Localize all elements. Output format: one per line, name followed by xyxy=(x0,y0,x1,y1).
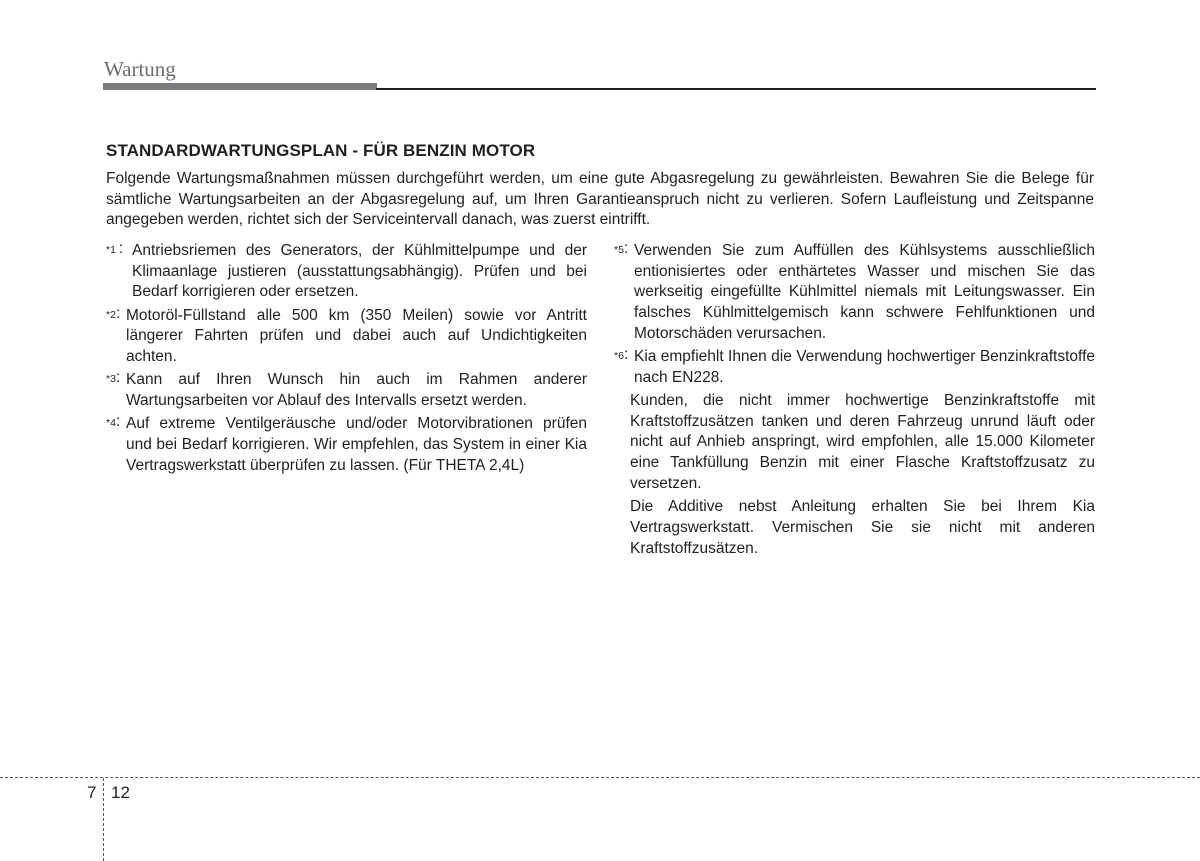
footnote-marker: *2: xyxy=(106,304,121,322)
page-heading: STANDARDWARTUNGSPLAN - FÜR BENZIN MOTOR xyxy=(106,141,536,160)
intro-paragraph: Folgende Wartungsmaßnahmen müssen durchgeführt werden, um eine gute Abgasregelung zu gewährleisten. Bewahren Sie die Belege für sämtliche Wartungsarbeiten an der Abgasregelung auf, um Ihren Garantieanspruch nicht zu verlieren. Sofern Laufleistung und Zeitspanne angegeben werden, richtet sich der Serviceintervall danach, was zuerst eintrifft. xyxy=(106,170,1094,228)
header-rule-thick xyxy=(103,83,377,90)
footer-vertical-divider xyxy=(103,778,104,861)
footnote-text: Verwenden Sie zum Auffüllen des Kühlsystems ausschließlich entionisiertes oder enthärtetes Wasser und mischen Sie das werkseitig eingefüllte Kühlmittel niemals mit Leitungswasser. Ein falsches Kühlmittelgemisch kann schwere Fehlfunktionen und Motorschäden verursachen. xyxy=(634,242,1095,342)
footnote-marker: *1 : xyxy=(106,240,124,257)
footnote-text: Antriebsriemen des Generators, der Kühlmittelpumpe und der Klimaanlage justieren (ausstattungsabhängig). Prüfen und bei Bedarf korrigieren oder ersetzen. xyxy=(132,242,587,301)
footnote-4 xyxy=(106,414,587,476)
page-number: 12 xyxy=(111,783,130,802)
footnote-text: Kann auf Ihren Wunsch hin auch im Rahmen anderer Wartungsarbeiten vor Ablauf des Intervalls ersetzt werden. xyxy=(126,371,587,409)
footnote-5 xyxy=(614,241,1095,345)
footnote-text: Motoröl-Füllstand alle 500 km (350 Meilen) sowie vor Antritt längerer Fahrten prüfen und dabei auch auf Undichtigkeiten achten. xyxy=(126,306,587,366)
footnote-6-paragraph: Die Additive nebst Anleitung erhalten Sie bei Ihrem Kia Vertragswerkstatt. Vermischen Sie sie nicht mit anderen Kraftstoffzusätzen. xyxy=(630,498,1095,557)
footer-divider xyxy=(0,777,1200,778)
footnote-marker: *3: xyxy=(106,369,121,387)
footnote-2 xyxy=(106,306,587,368)
left-column xyxy=(106,241,587,479)
footnote-6-paragraph: Kunden, die nicht immer hochwertige Benzinkraftstoffe mit Kraftstoffzusätzen tanken und deren Fahrzeug unrund läuft oder nicht auf Anhieb anspringt, wird empfohlen, alle 15.000 Kilometer eine Tankfüllung Benzin mit einer Flasche Kraftstoffzusatz zu versetzen. xyxy=(630,391,1095,492)
footnote-text: Kia empfiehlt Ihnen die Verwendung hochwertiger Benzinkraftstoffe nach EN228. xyxy=(634,348,1095,386)
footnote-1 xyxy=(106,241,587,303)
section-title: Wartung xyxy=(104,57,176,81)
chapter-number: 7 xyxy=(87,783,97,802)
header-rule xyxy=(376,88,1096,90)
footnote-text: Auf extreme Ventilgeräusche und/oder Motorvibrationen prüfen und bei Bedarf korrigieren. Wir empfehlen, das System in einer Kia Vertragswerkstatt überprüfen zu lassen. (Für THETA 2,4L) xyxy=(126,415,587,474)
footnote-marker: *6: xyxy=(614,346,629,364)
footnote-marker: *4: xyxy=(106,413,121,431)
footnote-6 xyxy=(614,347,1095,388)
footnote-marker: *5: xyxy=(614,240,629,257)
right-column xyxy=(614,241,1095,563)
footnote-3 xyxy=(106,370,587,411)
